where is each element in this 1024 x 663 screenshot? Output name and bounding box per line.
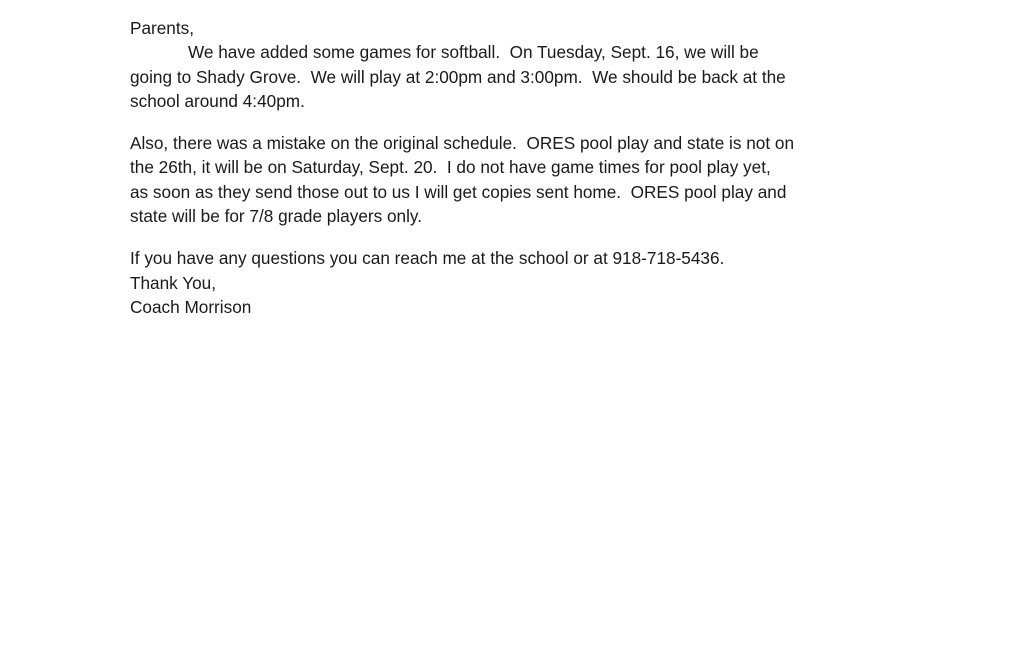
paragraph-contact	[130, 246, 920, 270]
paragraph-gap	[130, 228, 920, 246]
signature: Coach Morrison	[130, 296, 252, 317]
closing: Thank You,	[130, 272, 217, 293]
paragraph-line: school around 4:40pm.	[130, 90, 305, 111]
letter-page	[130, 16, 920, 319]
paragraph-schedule-additions	[130, 40, 920, 113]
paragraph-line: We have added some games for softball. On Tuesday, Sept. 16, we will be	[188, 42, 759, 63]
salutation: Parents,	[130, 18, 195, 38]
paragraph-line: Also, there was a mistake on the original schedule. ORES pool play and state is not on	[130, 133, 795, 154]
paragraph-line: as soon as they send those out to us I will get copies sent home. ORES pool play and	[130, 181, 787, 202]
paragraph-line: the 26th, it will be on Saturday, Sept. 20. I do not have game times for pool play yet,	[130, 157, 771, 178]
paragraph-gap	[130, 113, 920, 131]
paragraph-schedule-correction	[130, 131, 920, 228]
paragraph-line: state will be for 7/8 grade players only.	[130, 206, 423, 227]
paragraph-line: If you have any questions you can reach me at the school or at 918-718-5436.	[130, 248, 725, 269]
paragraph-line: going to Shady Grove. We will play at 2:00pm and 3:00pm. We should be back at the	[130, 66, 786, 87]
